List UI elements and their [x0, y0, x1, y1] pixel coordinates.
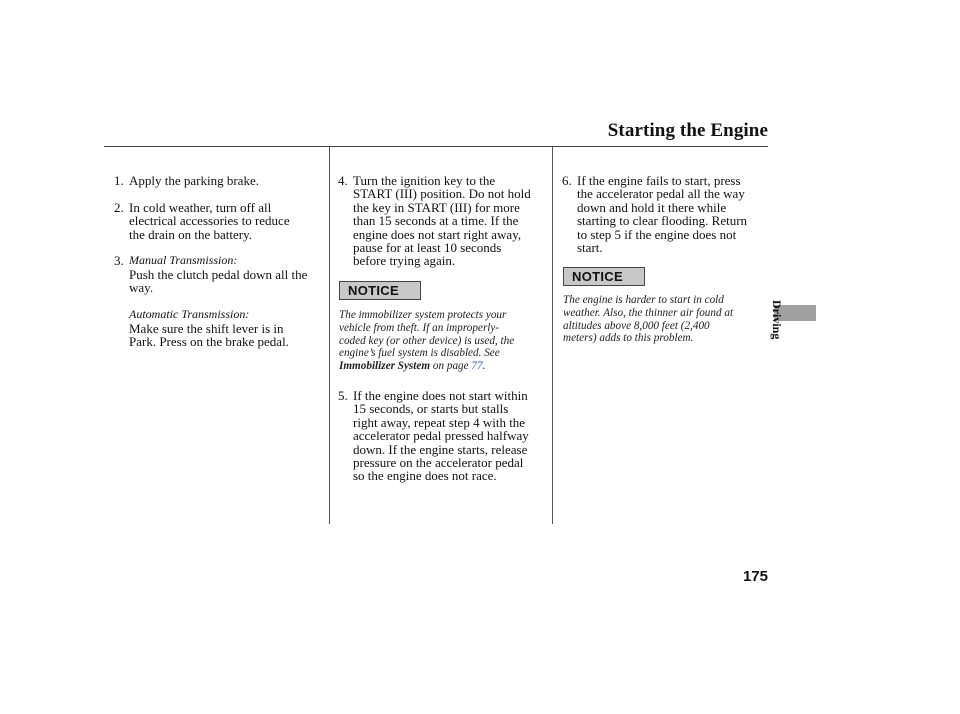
text-line: right away, repeat step 4 with the: [353, 414, 526, 430]
step-text: [129, 322, 329, 349]
step-text: [129, 268, 329, 295]
text-line: coded key (or other device) is used, the: [339, 334, 515, 347]
text-line: If the engine does not start within: [353, 388, 528, 403]
text-line: Park. Press on the brake pedal.: [129, 334, 289, 350]
text-line: Make sure the shift lever is in: [129, 321, 284, 336]
text-line: Push the clutch pedal down all the: [129, 267, 308, 282]
text-line: weather. Also, the thinner air found at: [563, 306, 734, 319]
page-reference-link[interactable]: 77: [471, 360, 483, 373]
text-line: The engine is harder to start in cold: [563, 294, 724, 306]
text-line: down. If the engine starts, release: [353, 441, 528, 457]
text-line: so the engine does not race.: [353, 468, 497, 484]
notice-text: [339, 309, 551, 373]
text-line: START (III) position. Do not hold: [353, 186, 531, 202]
text-line: In cold weather, turn off all: [129, 200, 272, 215]
step-text: [129, 201, 329, 241]
step-number: 6.: [562, 173, 572, 188]
page-title: Starting the Engine: [607, 120, 768, 141]
text-line: pressure on the accelerator pedal: [353, 455, 524, 471]
step-text: [353, 174, 551, 268]
text-line: engine does not start right away,: [353, 226, 522, 242]
text-line: the key in START (III) for more: [353, 199, 520, 215]
text-line: The immobilizer system protects your: [339, 309, 507, 321]
page-number: 175: [742, 568, 768, 585]
text-line: vehicle from theft. If an improperly-: [339, 321, 500, 334]
header-rule: [104, 146, 768, 147]
text-line: to step 5 if the engine does not: [577, 226, 737, 242]
column-divider: [552, 147, 553, 524]
text-line: accelerator pedal pressed halfway: [353, 428, 529, 444]
text-line: meters) adds to this problem.: [563, 332, 694, 345]
text-line: Turn the ignition key to the: [353, 173, 496, 188]
step-number: 2.: [114, 200, 124, 215]
column-divider: [329, 147, 330, 524]
text-line: before trying again.: [353, 253, 456, 269]
notice-badge: NOTICE: [563, 267, 645, 286]
text-line: electrical accessories to reduce: [129, 213, 290, 229]
step-number: 1.: [114, 173, 124, 188]
notice-text: [563, 294, 768, 345]
text-line: pause for at least 10 seconds: [353, 240, 502, 256]
reference-text: on page: [432, 360, 469, 373]
notice-badge: NOTICE: [339, 281, 421, 300]
text-line: engine’s fuel system is disabled. See: [339, 347, 500, 360]
reference-end: .: [482, 360, 486, 373]
text-line: way.: [129, 280, 154, 296]
step-number: 3.: [114, 253, 124, 268]
step-text: [577, 174, 772, 254]
text-line: altitudes above 8,000 feet (2,400: [563, 319, 710, 332]
step-text: Apply the parking brake.: [129, 173, 259, 188]
text-line: the drain on the battery.: [129, 226, 252, 242]
step-number: 5.: [338, 388, 348, 403]
text-line: 15 seconds, or starts but stalls: [353, 401, 509, 417]
notice-reference: [339, 360, 551, 373]
text-line: the accelerator pedal all the way: [577, 186, 745, 202]
step-number: 4.: [338, 173, 348, 188]
automatic-transmission-label: Automatic Transmission:: [129, 307, 250, 321]
text-line: start.: [577, 240, 603, 256]
section-label: Driving: [770, 300, 784, 340]
manual-transmission-label: Manual Transmission:: [129, 253, 238, 267]
text-line: If the engine fails to start, press: [577, 173, 741, 188]
step-text: [353, 389, 551, 483]
immobilizer-system-link-label: Immobilizer System: [339, 360, 431, 373]
text-line: than 15 seconds at a time. If the: [353, 213, 519, 229]
text-line: down and hold it there while: [577, 199, 727, 215]
text-line: starting to clear flooding. Return: [577, 213, 748, 229]
